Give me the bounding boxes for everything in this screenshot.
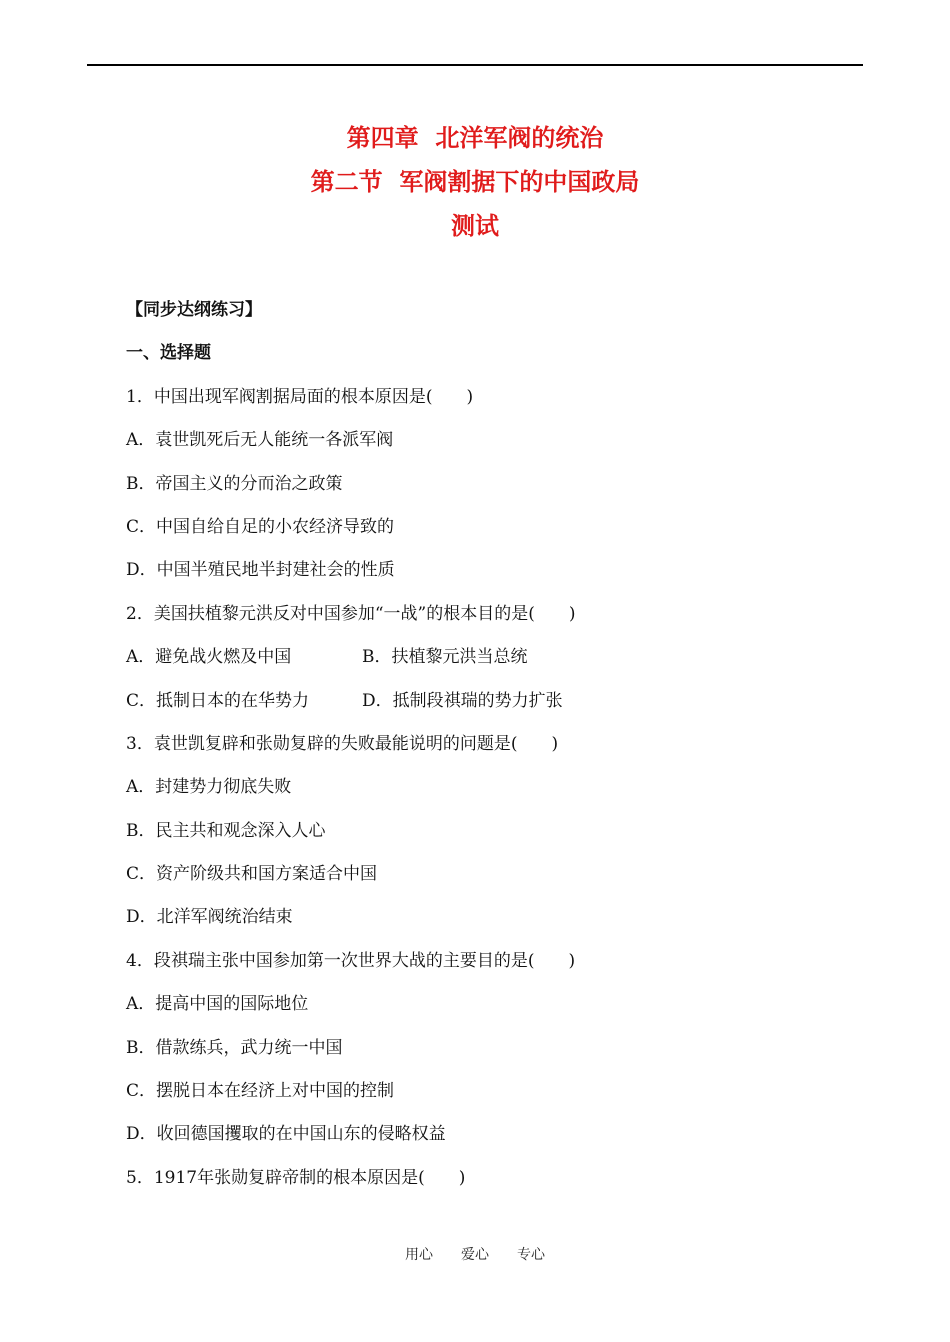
multiple-choice-heading: 一、选择题 <box>126 343 211 364</box>
question-3-option-d: D．北洋军阀统治结束 <box>126 907 293 928</box>
test-title: 测试 <box>451 212 499 240</box>
question-1-option-c: C．中国自给自足的小农经济导致的 <box>126 516 395 537</box>
question-5-stem: 5．1917年张勋复辟帝制的根本原因是( ) <box>126 1167 466 1188</box>
question-1-option-b: B．帝国主义的分而治之政策 <box>126 473 343 494</box>
question-3-option-b: B．民主共和观念深入人心 <box>126 820 326 841</box>
question-2-stem: 2．美国扶植黎元洪反对中国参加“一战”的根本目的是( ) <box>126 603 576 624</box>
question-1-option-a: A．袁世凯死后无人能统一各派军阀 <box>126 430 394 451</box>
question-2-options-row-2 <box>126 684 866 727</box>
exercise-content <box>126 293 866 1204</box>
top-rule <box>87 64 863 66</box>
title-block <box>0 116 950 248</box>
question-4-stem: 4．段祺瑞主张中国参加第一次世界大战的主要目的是( ) <box>126 950 576 971</box>
page-footer: 用心 爱心 专心 <box>405 1247 545 1263</box>
practice-heading: 【同步达纲练习】 <box>126 300 262 320</box>
question-1-stem: 1．中国出现军阀割据局面的根本原因是( ) <box>126 386 474 407</box>
question-4-option-a: A．提高中国的国际地位 <box>126 994 309 1015</box>
chapter-title: 第四章 北洋军阀的统治 <box>346 124 604 152</box>
section-title: 第二节 军阀割据下的中国政局 <box>310 168 640 196</box>
question-2-option-a: A．避免战火燃及中国 <box>126 647 292 668</box>
question-4-option-b: B．借款练兵，武力统一中国 <box>126 1037 343 1058</box>
question-2-option-b: B．扶植黎元洪当总统 <box>362 647 528 668</box>
question-1-option-d: D．中国半殖民地半封建社会的性质 <box>126 560 395 581</box>
question-2-option-d: D．抵制段祺瑞的势力扩张 <box>362 690 563 711</box>
question-2-options-row-1 <box>126 640 866 683</box>
question-4-option-c: C．摆脱日本在经济上对中国的控制 <box>126 1081 395 1102</box>
question-3-stem: 3．袁世凯复辟和张勋复辟的失败最能说明的问题是( ) <box>126 733 559 754</box>
question-2-option-c: C．抵制日本的在华势力 <box>126 690 310 711</box>
question-3-option-c: C．资产阶级共和国方案适合中国 <box>126 864 378 885</box>
question-4-option-d: D．收回德国攫取的在中国山东的侵略权益 <box>126 1124 446 1145</box>
question-3-option-a: A．封建势力彻底失败 <box>126 777 292 798</box>
